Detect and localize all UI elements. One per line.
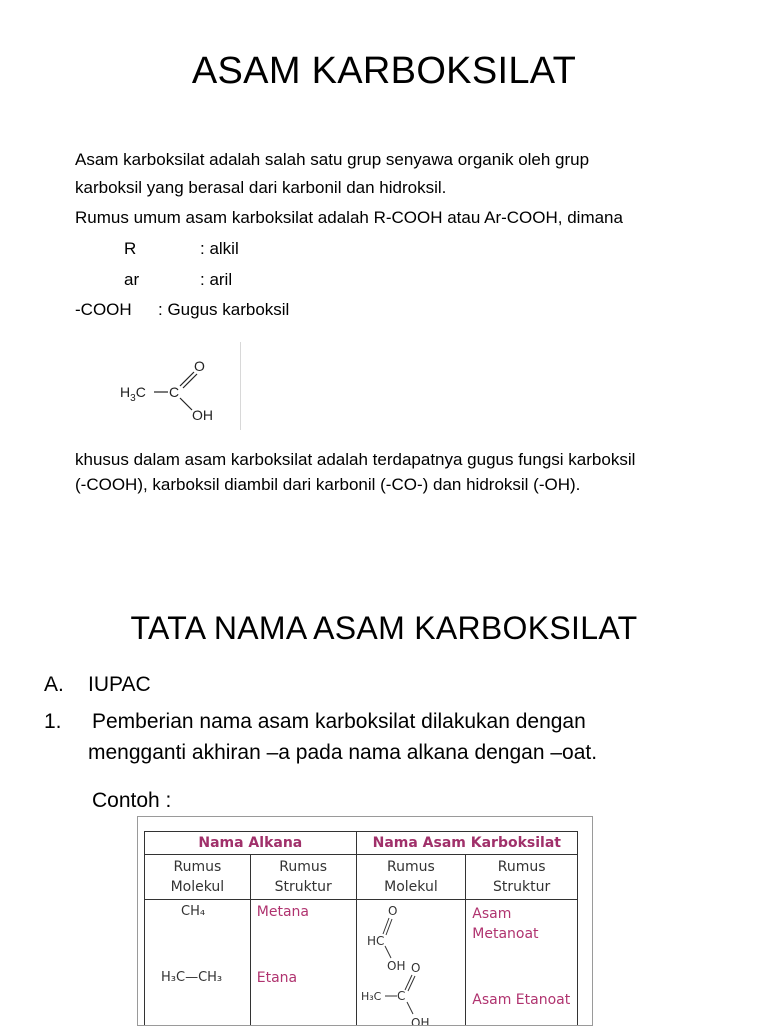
ethanoic-h3c: H₃C: [361, 990, 382, 1003]
intro-line-2: karboksil yang berasal dari karbonil dan hidroksil.: [75, 177, 446, 199]
naming-table-image: [137, 816, 593, 1026]
methanoic-hc: HC: [367, 934, 384, 948]
ethanoic-c: C: [397, 989, 405, 1003]
name-metana: Metana: [257, 904, 309, 920]
rule-number: 1.: [44, 710, 62, 734]
cell-acid-name: [466, 900, 578, 1026]
example-label: Contoh :: [92, 789, 171, 813]
formula-ch4: CH₄: [181, 904, 205, 919]
special-line-2: (-COOH), karboksil diambil dari karbonil (-CO-) dan hidroksil (-OH).: [75, 474, 580, 496]
def-term-cooh: -COOH: [75, 300, 132, 320]
ethanoic-double-bond-b: [408, 976, 415, 991]
bond-oh: [180, 398, 192, 410]
section-label: IUPAC: [88, 673, 151, 697]
slide-title: ASAM KARBOKSILAT: [0, 50, 768, 93]
special-line-1: khusus dalam asam karboksilat adalah terdapatnya gugus fungsi karboksil: [75, 449, 635, 471]
rule-line-2: mengganti akhiran –a pada nama alkana dengan –oat.: [88, 741, 597, 765]
oxygen-label: O: [194, 358, 205, 374]
methanoic-double-bond-b: [386, 919, 392, 935]
header-nama-alkana: Nama Alkana: [145, 832, 357, 855]
methanoic-oh-bond: [385, 946, 391, 958]
def-value-cooh: : Gugus karboksil: [158, 300, 289, 320]
methanoic-o: O: [388, 904, 397, 918]
name-asam-metanoat: Asam Metanoat: [472, 904, 538, 944]
naming-table: [144, 831, 578, 1026]
def-term-ar: ar: [124, 270, 139, 290]
hydroxyl-label: OH: [192, 407, 213, 423]
def-term-r: R: [124, 239, 136, 259]
subheader-rumus-molekul-2: Rumus Molekul: [356, 855, 466, 900]
acetic-acid-structure: [112, 342, 241, 430]
subheader-rumus-struktur-1: Rumus Struktur: [250, 855, 356, 900]
name-etana: Etana: [257, 970, 297, 986]
methanoic-oh: OH: [387, 959, 405, 973]
formula-line: Rumus umum asam karboksilat adalah R-COOH atau Ar-COOH, dimana: [75, 207, 623, 229]
slide-title: TATA NAMA ASAM KARBOKSILAT: [0, 610, 768, 647]
name-asam-etanoat: Asam Etanoat: [472, 992, 570, 1008]
def-value-ar: : aril: [200, 270, 232, 290]
ethanoic-o: O: [411, 961, 420, 975]
section-marker: A.: [44, 673, 64, 697]
formula-ethane: H₃C—CH₃: [161, 970, 222, 985]
methanoic-double-bond-a: [383, 918, 389, 934]
cell-acid-structures: [356, 900, 466, 1026]
intro-line-1: Asam karboksilat adalah salah satu grup senyawa organik oleh grup: [75, 149, 589, 171]
subheader-rumus-struktur-2: Rumus Struktur: [466, 855, 578, 900]
ethanoic-oh: OH: [411, 1016, 429, 1026]
acid-structures-svg: [357, 900, 467, 1026]
rule-line-1: Pemberian nama asam karboksilat dilakukan dengan: [92, 710, 586, 734]
cell-alkane-name: [250, 900, 356, 1026]
slide-tata-nama: [0, 576, 768, 1024]
h3c-label: $H_3C$: [120, 384, 146, 404]
cell-alkane-formula: [145, 900, 251, 1026]
ethanoic-oh-bond: [407, 1002, 413, 1014]
ethanoic-double-bond-a: [405, 975, 412, 990]
header-nama-asam: Nama Asam Karboksilat: [356, 832, 577, 855]
subheader-rumus-molekul-1: Rumus Molekul: [145, 855, 251, 900]
def-value-r: : alkil: [200, 239, 239, 259]
carbon-label: C: [169, 384, 179, 400]
